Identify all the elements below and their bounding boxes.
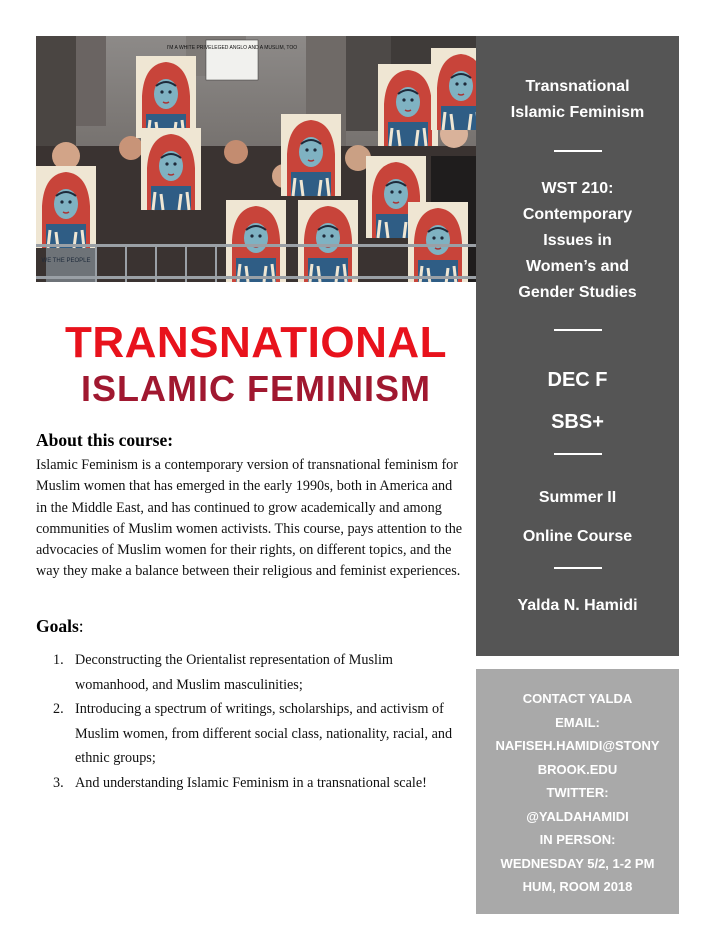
goals-heading-text: Goals: [36, 616, 79, 636]
twitter-handle[interactable]: @YALDAHAMIDI: [526, 808, 629, 824]
sbs-label: SBS+: [551, 411, 604, 433]
term-label: Summer II: [538, 489, 617, 506]
contact-heading: CONTACT YALDA: [522, 691, 633, 706]
email-address-line[interactable]: NAFISEH.HAMIDI@STONY: [495, 738, 660, 753]
email-address-line[interactable]: BROOK.EDU: [537, 761, 618, 777]
about-heading: About this course:: [36, 430, 174, 450]
goal-item: [36, 697, 456, 771]
headline-line2: ISLAMIC FEMINISM: [81, 368, 431, 409]
goal-number: 2.: [53, 701, 64, 717]
sidebar-title-line: Islamic Feminism: [510, 104, 645, 121]
twitter-label: TWITTER:: [546, 785, 609, 800]
sidebar-requirements: [476, 359, 679, 443]
course-name-line: Women’s and: [525, 258, 630, 275]
goals-heading: [36, 616, 84, 637]
sign-text: I'M A WHITE PRIVELEGED ANGLO AND A MUSLIM, TOO: [166, 45, 298, 51]
course-info-sidebar: [476, 36, 679, 656]
sidebar-course: [476, 176, 679, 306]
sidebar-divider: [554, 329, 602, 331]
goals-list: [36, 648, 456, 795]
goal-number: 3.: [53, 774, 64, 791]
goal-text: Introducing a spectrum of writings, scholarships, and activism of Muslim women, from different social class, nationality, racial, and ethnic groups;: [75, 701, 453, 766]
course-name-line: Gender Studies: [518, 284, 637, 301]
about-text: Islamic Feminism is a contemporary version of transnational feminism for Muslim women that has emerged in the early 1990s, both in America and in the Middle East, and has continued to grow academically and among communities of Muslim women activists. This course, pays attention to the advocacies of Muslim women for their rights, on different topics, and the way they make a balance between their religious and feminist experiences.: [36, 457, 463, 580]
goal-text: Deconstructing the Orientalist representation of Muslim womanhood, and Muslim masculinities;: [75, 652, 393, 693]
goal-item: [36, 771, 456, 796]
goals-heading-colon: :: [78, 616, 84, 636]
course-name-line: Issues in: [543, 232, 612, 249]
sidebar-title-line: Transnational: [525, 78, 630, 95]
format-label: Online Course: [522, 528, 633, 545]
sidebar-title: [476, 74, 679, 126]
headline-line1: TRANSNATIONAL: [64, 318, 448, 367]
goal-item: [36, 648, 456, 697]
sidebar-divider: [554, 453, 602, 455]
course-code: WST 210:: [541, 180, 614, 197]
office-hours-time: WEDNESDAY 5/2, 1-2 PM: [500, 855, 655, 871]
course-name-line: Contemporary: [522, 206, 633, 223]
protest-photo: [36, 36, 476, 282]
contact-box: [476, 669, 679, 914]
goal-number: 1.: [53, 652, 64, 668]
in-person-label: IN PERSON:: [539, 832, 616, 847]
instructor-name: Yalda N. Hamidi: [517, 597, 638, 614]
sidebar-term: [476, 478, 679, 556]
office-room: HUM, ROOM 2018: [522, 879, 633, 894]
dec-label: DEC F: [547, 369, 608, 391]
sidebar-divider: [554, 567, 602, 569]
sidebar-divider: [554, 150, 602, 152]
poster-caption: WE THE PEOPLE: [41, 258, 91, 264]
goal-text: And understanding Islamic Feminism in a transnational scale!: [75, 774, 427, 791]
email-label: EMAIL:: [555, 714, 600, 730]
